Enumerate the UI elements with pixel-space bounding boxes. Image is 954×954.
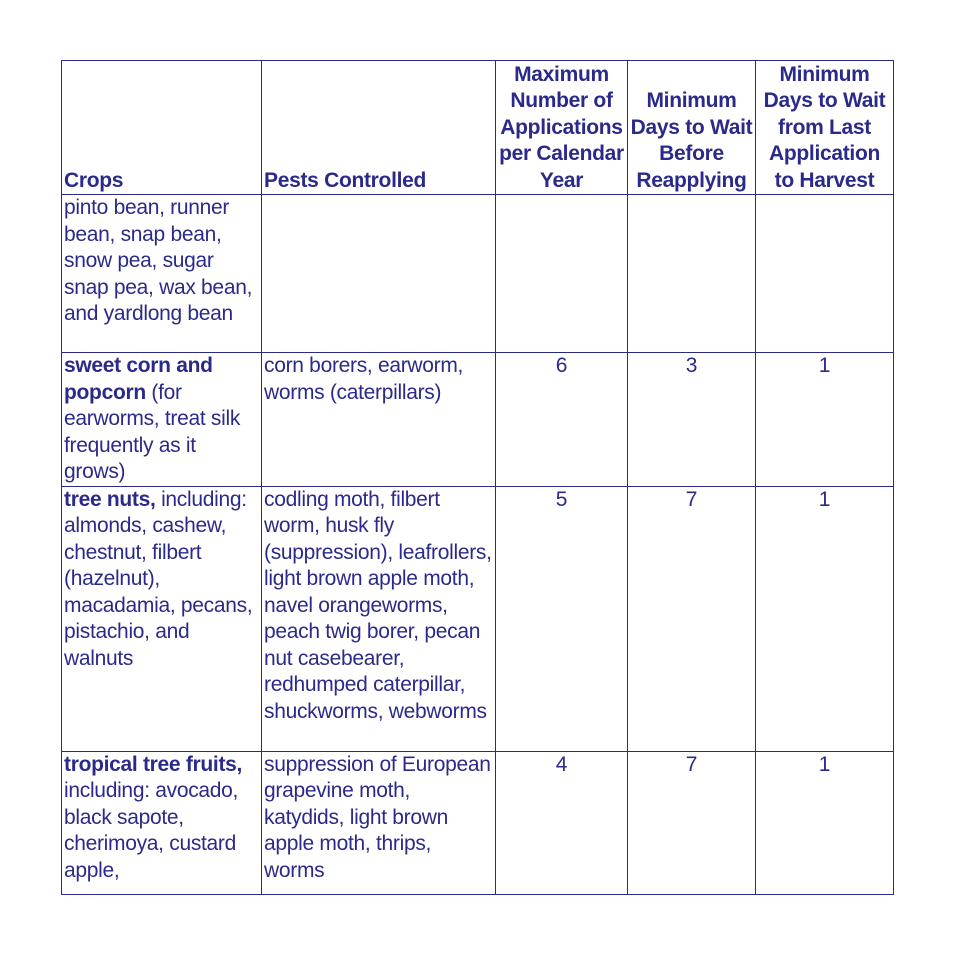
table-row — [62, 195, 894, 353]
max-applications-cell: 5 — [496, 486, 628, 751]
crop-name-bold: sweet corn and popcorn — [64, 354, 213, 404]
crop-description: including: avocado, black sapote, cherimoya, custard apple, — [64, 779, 239, 882]
days-harvest-cell: 1 — [756, 486, 894, 751]
crop-description: pinto bean, runner bean, snap bean, snow pea, sugar snap pea, wax bean, and yardlong bean — [64, 196, 253, 325]
table-header-row — [62, 61, 894, 195]
crop-cell — [62, 486, 262, 751]
days-harvest-cell: 1 — [756, 751, 894, 894]
table-row — [62, 486, 894, 751]
pesticide-label-table — [61, 60, 894, 895]
table-row — [62, 751, 894, 894]
pests-cell: codling moth, filbert worm, husk fly (suppression), leafrollers, light brown apple moth, navel orangeworms, peach twig borer, pecan nut casebearer, redhumped caterpillar, shuckworms, webworms — [262, 486, 496, 751]
header-days-to-harvest: Minimum Days to Wait from Last Application to Harvest — [756, 61, 894, 195]
crop-description: (for earworms, treat silk frequently as it grows) — [64, 380, 241, 483]
crop-cell — [62, 751, 262, 894]
header-max-applications: Maximum Number of Applications per Calendar Year — [496, 61, 628, 195]
crop-cell — [62, 195, 262, 353]
pests-cell: suppression of European grapevine moth, katydids, light brown apple moth, thrips, worms — [262, 751, 496, 894]
max-applications-cell: 6 — [496, 353, 628, 487]
days-reapply-cell: 3 — [628, 353, 756, 487]
crop-cell — [62, 353, 262, 487]
header-pests-controlled: Pests Controlled — [262, 61, 496, 195]
days-harvest-cell — [756, 195, 894, 353]
pests-cell: corn borers, earworm, worms (caterpillars) — [262, 353, 496, 487]
days-reapply-cell: 7 — [628, 751, 756, 894]
table-row — [62, 353, 894, 487]
days-reapply-cell — [628, 195, 756, 353]
crop-description: including: almonds, cashew, chestnut, filbert (hazelnut), macadamia, pecans, pistachio, and walnuts — [64, 487, 253, 670]
days-harvest-cell: 1 — [756, 353, 894, 487]
crop-name-bold: tropical tree fruits, — [64, 752, 243, 776]
header-days-before-reapplying: Minimum Days to Wait Before Reapplying — [628, 61, 756, 195]
max-applications-cell: 4 — [496, 751, 628, 894]
days-reapply-cell: 7 — [628, 486, 756, 751]
max-applications-cell — [496, 195, 628, 353]
header-crops: Crops — [62, 61, 262, 195]
crop-name-bold: tree nuts, — [64, 487, 156, 511]
pests-cell — [262, 195, 496, 353]
